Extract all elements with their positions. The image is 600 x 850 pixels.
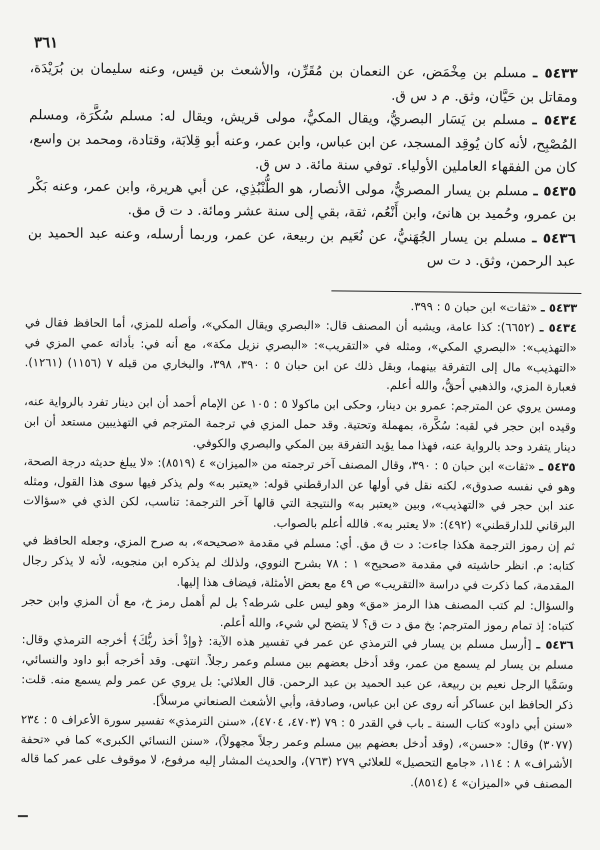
footnote-5435-continued: [22, 531, 575, 596]
entry-number: ٥٤٣٣ ـ: [532, 65, 578, 82]
footnote-text: «سنن أبي داود» كتاب السنة ـ باب في القدر ٥ : ٧٩ (٤٧٠٣، ٤٧٠٤)، «سنن الترمذي» تفسير سورة الأعراف ٥ : ٢٣٤ (٣٠٧٧) وقال: «حسن»، (وقد أدخل بعضهم بين مسلم وعمر رجلاً مجهولاً)، «سنن النسائي الكبرى» كما في «تحفة الأشراف» ٨ : ١١٤، «جامع التحصيل» للعلائي ٢٧٩ (٧٦٣)، والحديث المشار إليه مرفوع، لا موقوف على عمر كما قاله المصنف في «الميزان» ٤ (٨٥١٤).: [20, 711, 573, 792]
entry-text: مسلم بن يسار الجُهَنيُّ، عن نُعَيم بن ربيعة، عن عمر، وربما أرسله، وعنه عبد الحميد بن عبد الرحمن، وثق. د ت س: [27, 224, 576, 270]
footnote-text: «ثقات» ابن حبان ٥ : ٣٩٠، وقال المصنف آخر ترجمته من «الميزان» ٤ (٨٥١٩): «لا يبلغ حديثه درجة الصحة، وهو في نفسه صدوق»، لكنه نقل في أولها عن الدارقطني قوله: «يعتبر به» ولم يذكر فيها سوى هذا القول، ومثله عند ابن حجر في «التهذيب»، وبين «يعتبر به» والنتيجة التي قالها آخر الترجمة: تناسب، لكن الذي في «سؤالات البرقاني للدارقطني» (٤٩٢): «لا يعتبر به». فالله أعلم بالصواب.: [23, 453, 576, 534]
footnotes: [20, 293, 577, 795]
biography-entries: [28, 57, 578, 274]
footnote-number: ٥٤٣٣ ـ: [540, 300, 578, 315]
entry-text: مسلم بن يَسَار البصريُّ، ويقال المكيُّ، مولى قريش، ويقال له: مسلم سُكَّرَة، ومسلم المُصْبِح، لأنه كان يُوقِد المسجد، عن ابن عباس، وابن عمر، وعنه أبو قِلابَة، وقتادة، ومحمد بن واسع، كان من الفقهاء العاملين الأولياء. توفي سنة مائة. د س ق.: [28, 107, 578, 176]
footnote-text: ومسن يروي عن المترجم: عمرو بن دينار، وحكى ابن ماكولا ٥ : ١٠٥ عن الإمام أحمد أن ابن دينار تفرد بالرواية عنه، وقيده ابن حجر في لقبه: سُكَّرة، بمهملة وتحتية. وقد حمل المزي في ترجمة المترجم في التهذيبين مستعد أن ابن دينار يتفرد وحد بالرواية عنه، فهذا مما يؤيد التفرقة بين المكي والبصري والكوفي.: [23, 394, 577, 454]
footnote-5436-continued: [20, 710, 573, 795]
page-edge-mark: [18, 815, 28, 817]
entry-text: مسلم بن يسار المصريُّ، مولى الأنصار، هو الطُّنْبُذِي، عن أبي هريرة، وابن عمر، وعنه بَكْر بن عمرو، وحُميد بن هانئ، وابن أَنْعُم، ثقة، بقي إلى سنة عشر ومائة. د ت ق مق.: [28, 177, 577, 223]
footnote-number: ٥٤٣٦ ـ: [536, 637, 574, 653]
entry-number: ٥٤٣٥ ـ: [533, 182, 577, 200]
entry-5435: [28, 175, 576, 228]
footnote-text: [أرسل مسلم بن يسار في الترمذي عن عمر في تفسير هذه الآية: ﴿وإذْ أخذ ربُّكَ﴾ أخرجه الترمذي وقال: مسلم بن يسار لم يسمع من عمر، وقد أدخل بعضهم بين مسلم وعمر رجلاً. انتهى. وقد أخرجه أبو داود والنسائي، وسَمَّيا الرجل نعيم بن ربيعة، عن عبد الحميد بن عبد الرحمن. قال العلائي: بل يروي عن عمر ولم يسمع منه. قلت: ذكر الحافظ ابن عساكر أنه روى عن ابن عباس، وصادفة، وأبي الأشعث الصنعاني مرسلاً].: [21, 632, 574, 712]
entry-number: ٥٤٣٤ ـ: [532, 112, 578, 129]
entry-5433: [29, 57, 577, 110]
footnote-text: والسؤال: لم كتب المصنف هذا الرمز «مق» وهو ليس على شرطه؟ بل لم أهمل رمز خ، مع أن المزي وابن حجر كتباه: إذ تمام رموز المترجم: بخ مق د ت ق؟ لا يتضح لي شيء، والله أعلم.: [22, 592, 575, 633]
footnote-5434-continued: [24, 392, 577, 457]
footnote-text: «ثقات» ابن حبان ٥ : ٣٩٩.: [410, 299, 538, 315]
page-number: ٣٦١: [33, 33, 59, 52]
footnote-5435: [23, 452, 576, 537]
footnote-text: ثم إن رموز الترجمة هكذا جاءت: د ت ق مق. أي: مسلم في مقدمة «صحيحه»، به صرح المزي، وجعله الحافظ في كتابه: م. انظر حاشيته في مقدمة «صحيح» ١ : ٧٨ بشرح النووي، ولذلك لم يذكره ابن منجويه، لأنه لا يذكر رجال المقدمة، كما ذكرت في دراسة «التقريب» ص ٤٩ مع بعض الأمثلة، فيضاف هذا إليها.: [22, 533, 575, 593]
entry-number: ٥٤٣٦ ـ: [531, 229, 577, 247]
footnote-5435-question: [22, 591, 574, 636]
footnote-5434: [24, 313, 577, 398]
footnote-divider: [331, 290, 581, 294]
footnote-number: ٥٤٣٤ ـ: [539, 320, 578, 335]
entry-text: مسلم بن مِخْمَض، عن النعمان بن مُقَرِّن، والأشعث بن قيس، وعنه سليمان بن بُرَيْدَة، ومقاتل بن حَيَّان، وثق. م د س ق.: [29, 60, 578, 106]
footnote-5436: [21, 630, 574, 715]
entry-5434: [29, 104, 578, 180]
footnote-text: (٦٦٥٢): كذا عامة، ويشبه أن المصنف قال: «البصري ويقال المكي»، وأصله للمزي، أما الحافظ فقال في «التهذيب»: «البصري المكي»، ومثله في «التقريب»: «البصري نزيل مكة»، مع أنه في: بأداته عمي المزي في «التهذيب» مال إلى التفرقة بينهما، وبقل ذلك عن ابن حبان ٥ : ٣٩٠، ٣٩٨، والبخاري من قبله ٧ (١١٥٦) (١٢٦١). فعبارة المزي، والذهبي أحقُّ، والله أعلم.: [24, 314, 577, 395]
entry-5436: [28, 222, 576, 275]
footnote-number: ٥٤٣٥ ـ: [539, 459, 576, 474]
